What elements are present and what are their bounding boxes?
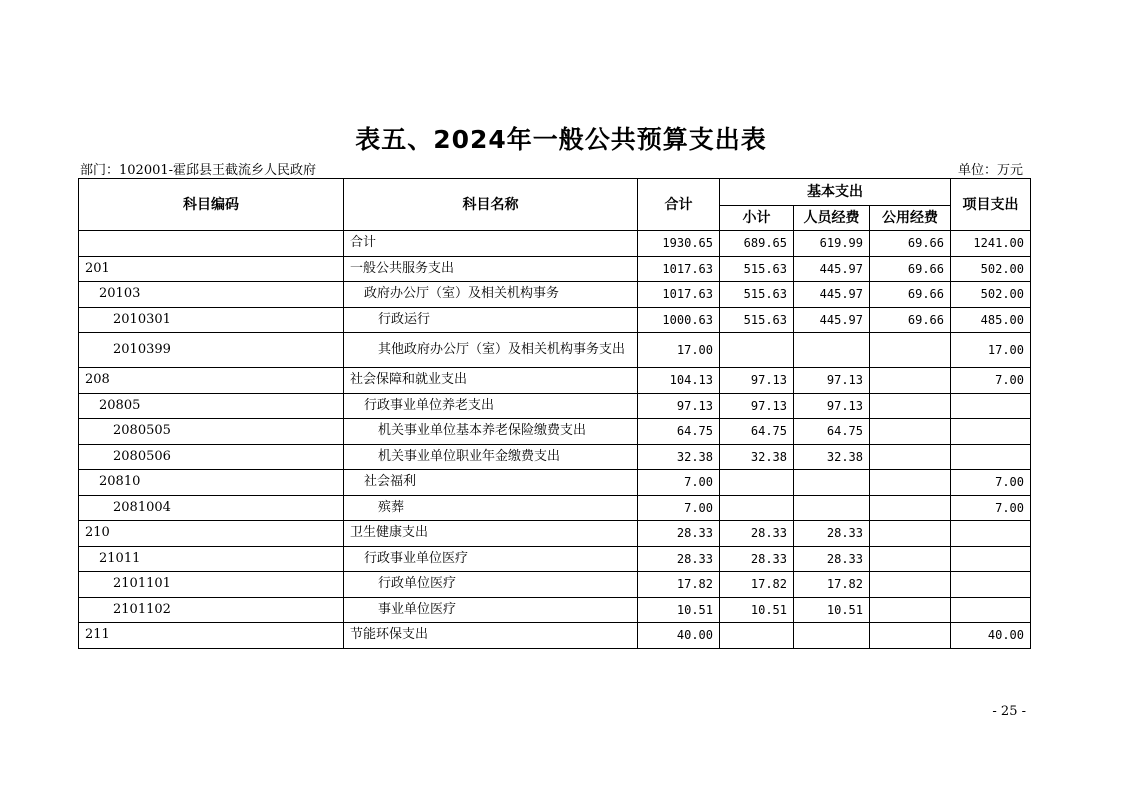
cell-name: 其他政府办公厅（室）及相关机构事务支出 [344,333,638,368]
cell-name: 行政单位医疗 [344,572,638,598]
cell-code: 2010399 [79,333,344,368]
cell-code: 2080506 [79,444,344,470]
cell-total: 17.82 [638,572,720,598]
cell-name: 行政事业单位养老支出 [344,393,638,419]
cell-name: 行政事业单位医疗 [344,546,638,572]
cell-project [951,521,1031,547]
cell-code: 201 [79,256,344,282]
cell-code: 2010301 [79,307,344,333]
cell-personnel: 28.33 [794,521,870,547]
table-row [79,572,1031,598]
cell-subtotal: 64.75 [720,419,794,445]
header-code: 科目编码 [79,179,344,231]
cell-subtotal: 17.82 [720,572,794,598]
cell-public [870,419,951,445]
cell-public [870,572,951,598]
table-row [79,546,1031,572]
table-row [79,393,1031,419]
cell-project [951,572,1031,598]
cell-subtotal: 28.33 [720,546,794,572]
cell-public [870,623,951,649]
cell-public [870,495,951,521]
cell-name: 机关事业单位职业年金缴费支出 [344,444,638,470]
department-label: 部门：102001-霍邱县王截流乡人民政府 [80,163,317,178]
cell-name: 社会保障和就业支出 [344,368,638,394]
cell-project: 40.00 [951,623,1031,649]
page-title: 表五、2024年一般公共预算支出表 [355,125,767,154]
cell-total: 7.00 [638,495,720,521]
cell-subtotal: 515.63 [720,282,794,308]
cell-name: 合计 [344,231,638,257]
cell-project: 502.00 [951,282,1031,308]
cell-subtotal: 515.63 [720,307,794,333]
header-subtotal: 小计 [720,206,794,231]
cell-public: 69.66 [870,307,951,333]
table-row [79,282,1031,308]
cell-public [870,333,951,368]
cell-total: 97.13 [638,393,720,419]
cell-total: 1017.63 [638,282,720,308]
table-row [79,597,1031,623]
header-personnel: 人员经费 [794,206,870,231]
cell-personnel: 28.33 [794,546,870,572]
cell-name: 社会福利 [344,470,638,496]
cell-code: 2101102 [79,597,344,623]
cell-code: 20810 [79,470,344,496]
cell-personnel [794,623,870,649]
cell-personnel: 445.97 [794,256,870,282]
cell-public [870,546,951,572]
unit-label: 单位：万元 [957,163,1023,178]
cell-personnel: 445.97 [794,282,870,308]
table-row [79,368,1031,394]
cell-public: 69.66 [870,231,951,257]
table-row [79,333,1031,368]
cell-total: 32.38 [638,444,720,470]
cell-personnel [794,495,870,521]
cell-subtotal [720,495,794,521]
cell-total: 40.00 [638,623,720,649]
cell-public [870,368,951,394]
cell-public [870,521,951,547]
cell-total: 17.00 [638,333,720,368]
cell-public [870,597,951,623]
cell-personnel [794,470,870,496]
header-basic: 基本支出 [720,179,951,206]
cell-name: 殡葬 [344,495,638,521]
cell-subtotal [720,333,794,368]
cell-total: 104.13 [638,368,720,394]
cell-total: 28.33 [638,521,720,547]
table-row [79,307,1031,333]
cell-personnel: 32.38 [794,444,870,470]
cell-project [951,444,1031,470]
cell-subtotal: 515.63 [720,256,794,282]
cell-personnel [794,333,870,368]
cell-name: 行政运行 [344,307,638,333]
cell-code: 2080505 [79,419,344,445]
cell-total: 1930.65 [638,231,720,257]
cell-total: 1017.63 [638,256,720,282]
cell-code: 2101101 [79,572,344,598]
cell-project [951,597,1031,623]
cell-subtotal: 28.33 [720,521,794,547]
cell-project: 7.00 [951,368,1031,394]
cell-total: 10.51 [638,597,720,623]
budget-table [78,178,1031,649]
cell-project: 502.00 [951,256,1031,282]
cell-public: 69.66 [870,256,951,282]
cell-code [79,231,344,257]
cell-personnel: 97.13 [794,368,870,394]
page-number: - 25 - [992,704,1026,719]
cell-personnel: 10.51 [794,597,870,623]
cell-personnel: 619.99 [794,231,870,257]
cell-subtotal: 10.51 [720,597,794,623]
cell-code: 211 [79,623,344,649]
cell-name: 一般公共服务支出 [344,256,638,282]
header-public: 公用经费 [870,206,951,231]
cell-public: 69.66 [870,282,951,308]
cell-personnel: 64.75 [794,419,870,445]
cell-code: 20103 [79,282,344,308]
cell-total: 28.33 [638,546,720,572]
cell-project: 485.00 [951,307,1031,333]
cell-name: 机关事业单位基本养老保险缴费支出 [344,419,638,445]
cell-personnel: 17.82 [794,572,870,598]
cell-name: 节能环保支出 [344,623,638,649]
table-body [79,231,1031,649]
cell-project [951,546,1031,572]
cell-name: 卫生健康支出 [344,521,638,547]
cell-project [951,419,1031,445]
table-row [79,521,1031,547]
cell-subtotal: 97.13 [720,393,794,419]
cell-subtotal: 32.38 [720,444,794,470]
cell-code: 21011 [79,546,344,572]
cell-total: 7.00 [638,470,720,496]
table-row [79,256,1031,282]
table-row [79,444,1031,470]
cell-name: 政府办公厅（室）及相关机构事务 [344,282,638,308]
cell-subtotal: 97.13 [720,368,794,394]
table-row [79,470,1031,496]
cell-personnel: 445.97 [794,307,870,333]
cell-code: 2081004 [79,495,344,521]
header-project: 项目支出 [951,179,1031,231]
cell-public [870,470,951,496]
cell-code: 210 [79,521,344,547]
cell-project: 7.00 [951,470,1031,496]
cell-subtotal: 689.65 [720,231,794,257]
table-row [79,419,1031,445]
cell-project: 7.00 [951,495,1031,521]
cell-subtotal [720,470,794,496]
cell-code: 20805 [79,393,344,419]
cell-public [870,393,951,419]
cell-subtotal [720,623,794,649]
table-row [79,231,1031,257]
cell-code: 208 [79,368,344,394]
cell-project: 17.00 [951,333,1031,368]
cell-project: 1241.00 [951,231,1031,257]
header-name: 科目名称 [344,179,638,231]
cell-project [951,393,1031,419]
cell-personnel: 97.13 [794,393,870,419]
cell-public [870,444,951,470]
cell-name: 事业单位医疗 [344,597,638,623]
cell-total: 1000.63 [638,307,720,333]
table-row [79,495,1031,521]
cell-total: 64.75 [638,419,720,445]
table-row [79,623,1031,649]
header-total: 合计 [638,179,720,231]
